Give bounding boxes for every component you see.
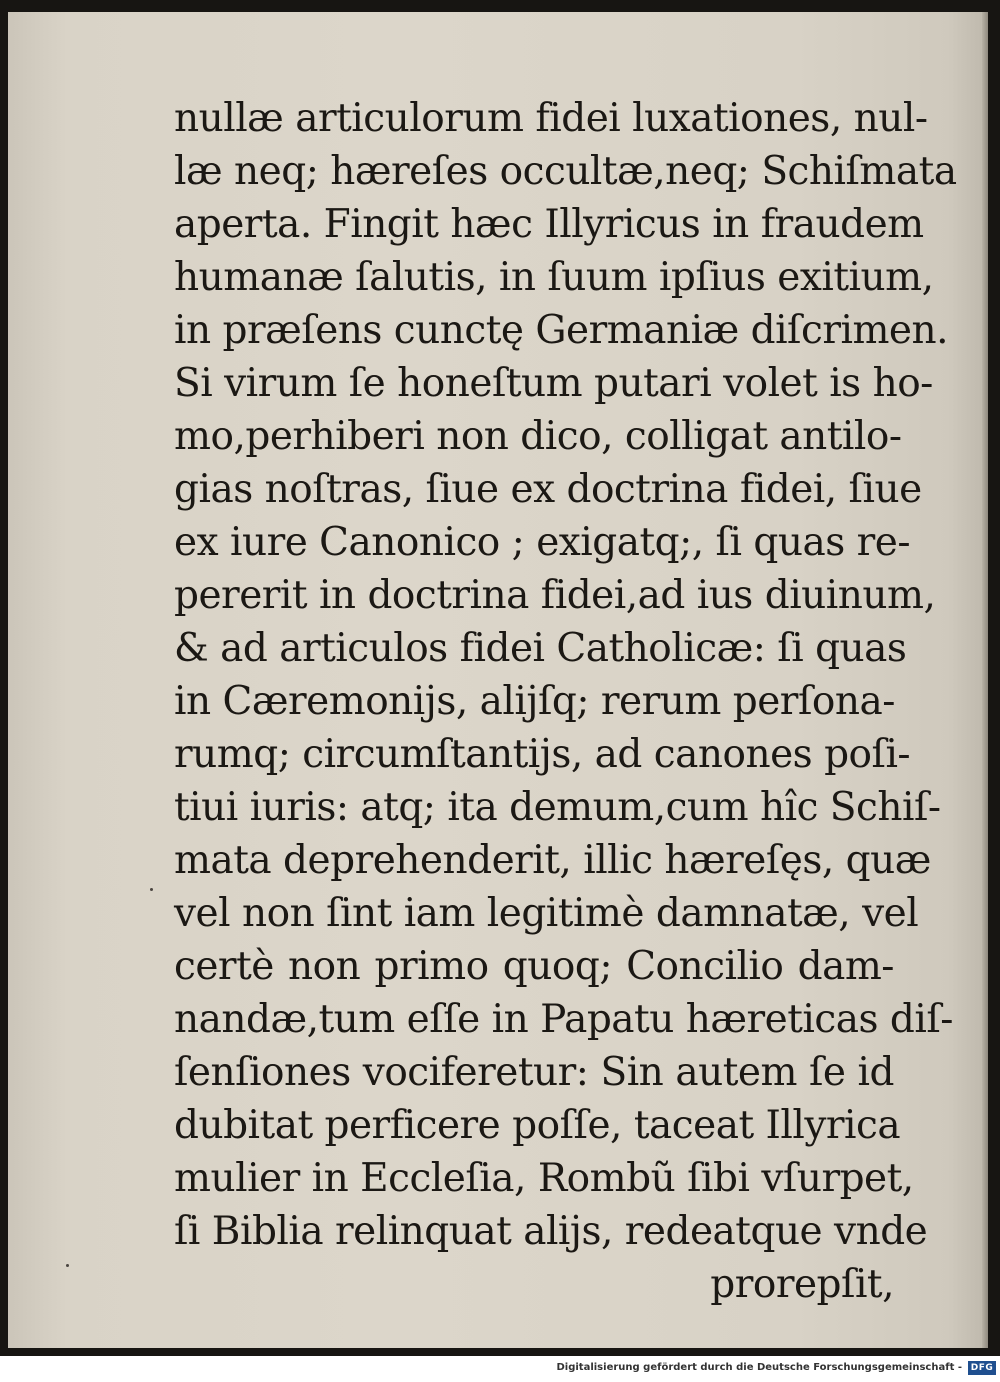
dfg-logo-icon: DFG [968,1361,996,1375]
text-line-7: mo,perhiberi non dico, colligat antilo- [174,414,902,459]
text-line-16: vel non ſint iam legitimè damnatæ, vel [174,891,919,936]
text-line-5: in præſens cunctę Germaniæ diſcrimen. [174,308,949,353]
text-line-14: tiui iuris: atq; ita demum,cum hîc Schiſ- [174,785,941,830]
text-line-19: ſenſiones vociferetur: Sin autem ſe id [174,1050,894,1095]
text-line-2: læ neq; hæreſes occultæ,neq; Schiſmata [174,149,957,194]
book-page [8,12,988,1348]
text-line-3: aperta. Fingit hæc Illyricus in fraudem [174,202,924,247]
text-line-20: dubitat perficere poſſe, taceat Illyrica [174,1103,901,1148]
page-edge-shadow [982,12,988,1348]
text-line-10: pererit in doctrina fidei,ad ius diuinum, [174,573,936,618]
text-line-11: & ad articulos fidei Catholicæ: ſi quas [174,626,907,671]
text-line-18: nandæ,tum eſſe in Papatu hæreticas diſ- [174,997,953,1042]
text-line-17: certè non primo quoq; Concilio dam- [174,944,894,989]
text-line-4: humanæ ſalutis, in ſuum ipſius exitium, [174,255,934,300]
text-line-21: mulier in Eccleſia, Rombũ ſibi vſurpet, [174,1156,914,1201]
text-line-22: ſi Biblia relinquat alijs, redeatque vnde [174,1209,928,1254]
paper-speck [150,888,153,891]
page-text-block [174,92,957,1311]
text-line-13: rumq; circumſtantijs, ad canones poſi- [174,732,911,777]
text-line-8: gias noſtras, ſiue ex doctrina fidei, ſiue [174,467,922,512]
text-line-12: in Cæremonijs, alijſq; rerum perſona- [174,679,895,724]
paper-speck [66,1264,69,1267]
funding-credit: Digitalisierung gefördert durch die Deutsche Forschungsgemeinschaft - [556,1362,962,1373]
catchword: prorepſit, [710,1262,894,1307]
text-line-9: ex iure Canonico ; exigatq;, ſi quas re- [174,520,911,565]
footer-bar [0,1356,1000,1382]
text-line-6: Si virum ſe honeſtum putari volet is ho- [174,361,933,406]
text-line-15: mata deprehenderit, illic hæreſęs, quæ [174,838,931,883]
text-line-1: nullæ articulorum fidei luxationes, nul- [174,96,928,141]
